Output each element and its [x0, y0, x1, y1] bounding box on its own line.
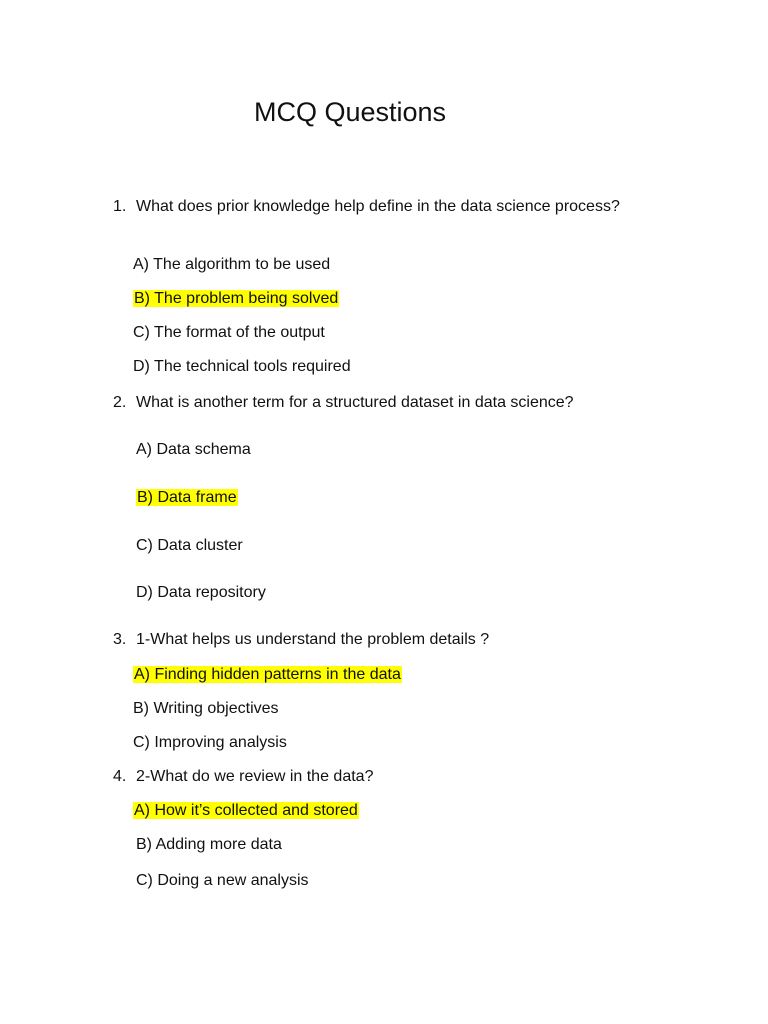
option-label: C) Doing a new analysis [136, 872, 309, 889]
option-label: C) The format of the output [133, 324, 325, 341]
page-title: MCQ Questions [254, 97, 447, 127]
question-text: What does prior knowledge help define in the data science process? [136, 198, 620, 215]
option-4b [136, 835, 282, 855]
option-label: B) Adding more data [136, 836, 282, 853]
option-label: D) Data repository [136, 584, 266, 601]
option-4c [136, 871, 309, 891]
question-number: 1. [113, 198, 127, 215]
option-label-highlighted: B) The problem being solved [134, 290, 339, 307]
option-label-highlighted: A) How it’s collected and stored [134, 802, 358, 819]
option-3b [133, 699, 279, 719]
question-number: 2. [113, 394, 127, 411]
option-3c [133, 733, 287, 753]
option-label: B) Writing objectives [133, 700, 279, 717]
option-2a [136, 440, 251, 460]
option-label-highlighted: B) Data frame [137, 489, 237, 506]
question-number: 3. [113, 631, 127, 648]
option-1c [133, 323, 325, 343]
option-label: C) Data cluster [136, 537, 243, 554]
option-3a [133, 665, 402, 685]
option-label: A) Data schema [136, 441, 251, 458]
option-2b [136, 488, 238, 508]
option-1b [133, 289, 339, 309]
option-2d [136, 583, 266, 603]
option-label: D) The technical tools required [133, 358, 351, 375]
option-1d [133, 357, 351, 377]
option-2c [136, 536, 243, 556]
option-label-highlighted: A) Finding hidden patterns in the data [134, 666, 401, 683]
question-text: What is another term for a structured dataset in data science? [136, 394, 574, 411]
option-label: A) The algorithm to be used [133, 256, 331, 273]
question-text: 2-What do we review in the data? [136, 768, 374, 785]
option-4a [133, 801, 359, 821]
question-text: 1-What helps us understand the problem details ? [136, 631, 490, 648]
question-number: 4. [113, 768, 127, 785]
option-1a [133, 255, 330, 275]
option-label: C) Improving analysis [133, 734, 287, 751]
